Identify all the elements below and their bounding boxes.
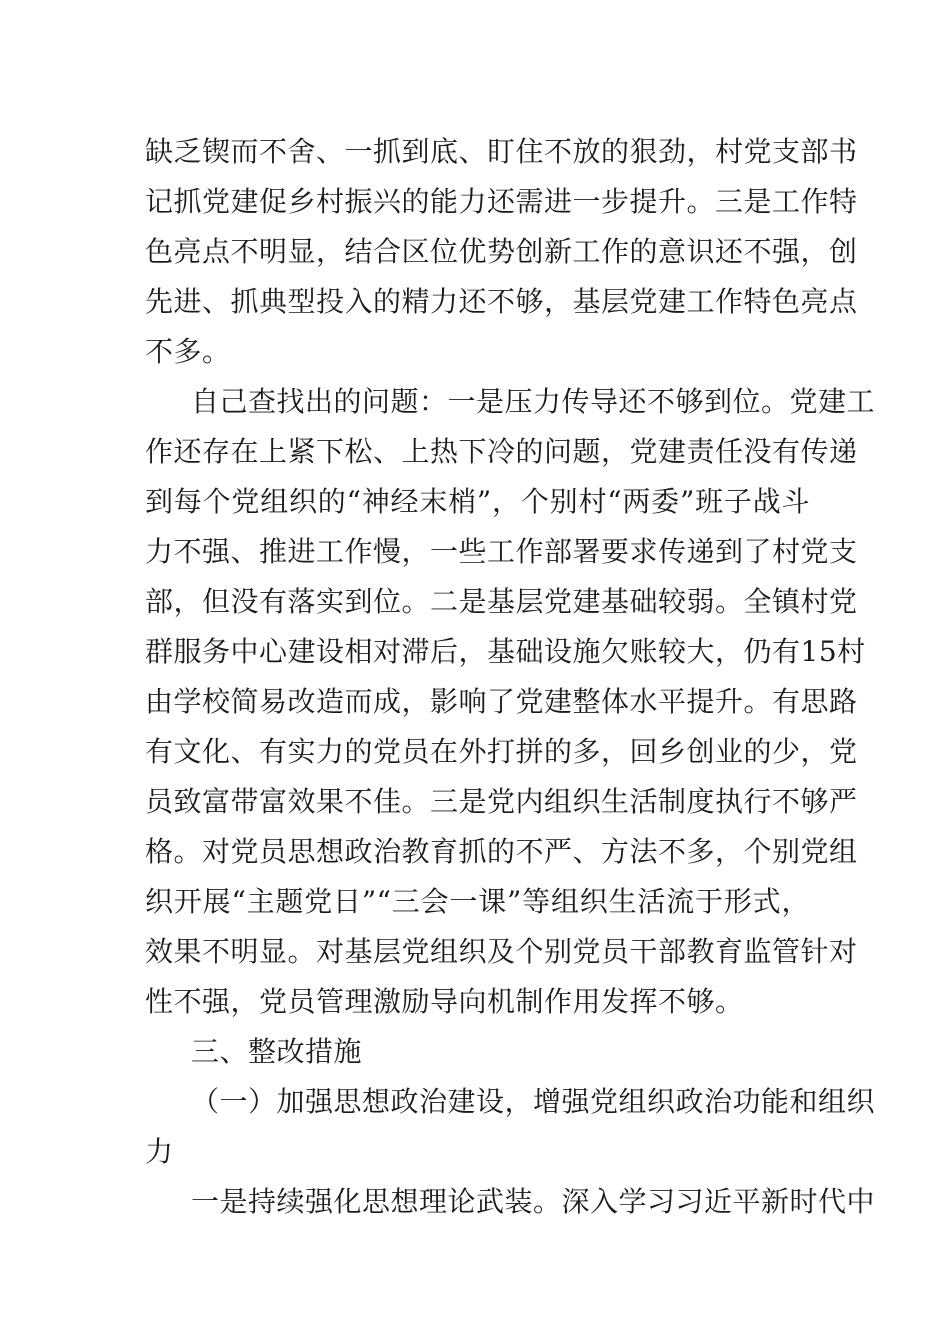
- text-line: 记抓党建促乡村振兴的能力还需进一步提升。三是工作特: [145, 185, 858, 218]
- subsection-heading: [145, 1077, 876, 1177]
- text-line: 不多。: [145, 335, 231, 368]
- text-line: 性不强，党员管理激励导向机制作用发挥不够。: [145, 985, 744, 1018]
- text-line: 效果不明显。对基层党组织及个别党员干部教育监管针对: [145, 935, 858, 968]
- paragraph-2: [145, 377, 876, 1027]
- paragraph-5: [145, 1177, 876, 1227]
- text-line: 员致富带富效果不佳。三是党内组织生活制度执行不够严: [145, 785, 858, 818]
- text-line: 力不强、推进工作慢，一些工作部署要求传递到了村党支: [145, 535, 858, 568]
- text-line: 先进、抓典型投入的精力还不够，基层党建工作特色亮点: [145, 285, 858, 318]
- text-line: 自己查找出的问题：一是压力传导还不够到位。党建工: [191, 385, 876, 418]
- text-line: 到每个党组织的“神经末梢”，个别村“两委”班子战斗: [145, 485, 810, 518]
- heading-line: 力: [145, 1135, 174, 1168]
- heading-line: （一）加强思想政治建设，增强党组织政治功能和组织: [191, 1085, 876, 1118]
- text-line: 一是持续强化思想理论武装。深入学习习近平新时代中: [191, 1185, 876, 1218]
- text-line: 色亮点不明显，结合区位优势创新工作的意识还不强，创: [145, 235, 858, 268]
- text-line: 缺乏锲而不舍、一抓到底、盯住不放的狠劲，村党支部书: [145, 135, 858, 168]
- text-line: 作还存在上紧下松、上热下冷的问题，党建责任没有传递: [145, 435, 858, 468]
- text-line: 由学校简易改造而成，影响了党建整体水平提升。有思路: [145, 685, 858, 718]
- paragraph-1: [145, 127, 858, 377]
- text-line: 格。对党员思想政治教育抓的不严、方法不多，个别党组: [145, 835, 858, 868]
- text-line: 部，但没有落实到位。二是基层党建基础较弱。全镇村党: [145, 585, 858, 618]
- section-heading: [145, 1027, 810, 1077]
- document-body: [145, 127, 876, 1227]
- text-line: 群服务中心建设相对滞后，基础设施欠账较大，仍有15村: [145, 635, 866, 668]
- text-line: 织开展“主题党日”“三会一课”等组织生活流于形式，: [145, 885, 810, 918]
- heading-line: 三、整改措施: [191, 1035, 363, 1068]
- text-line: 有文化、有实力的党员在外打拼的多，回乡创业的少，党: [145, 735, 858, 768]
